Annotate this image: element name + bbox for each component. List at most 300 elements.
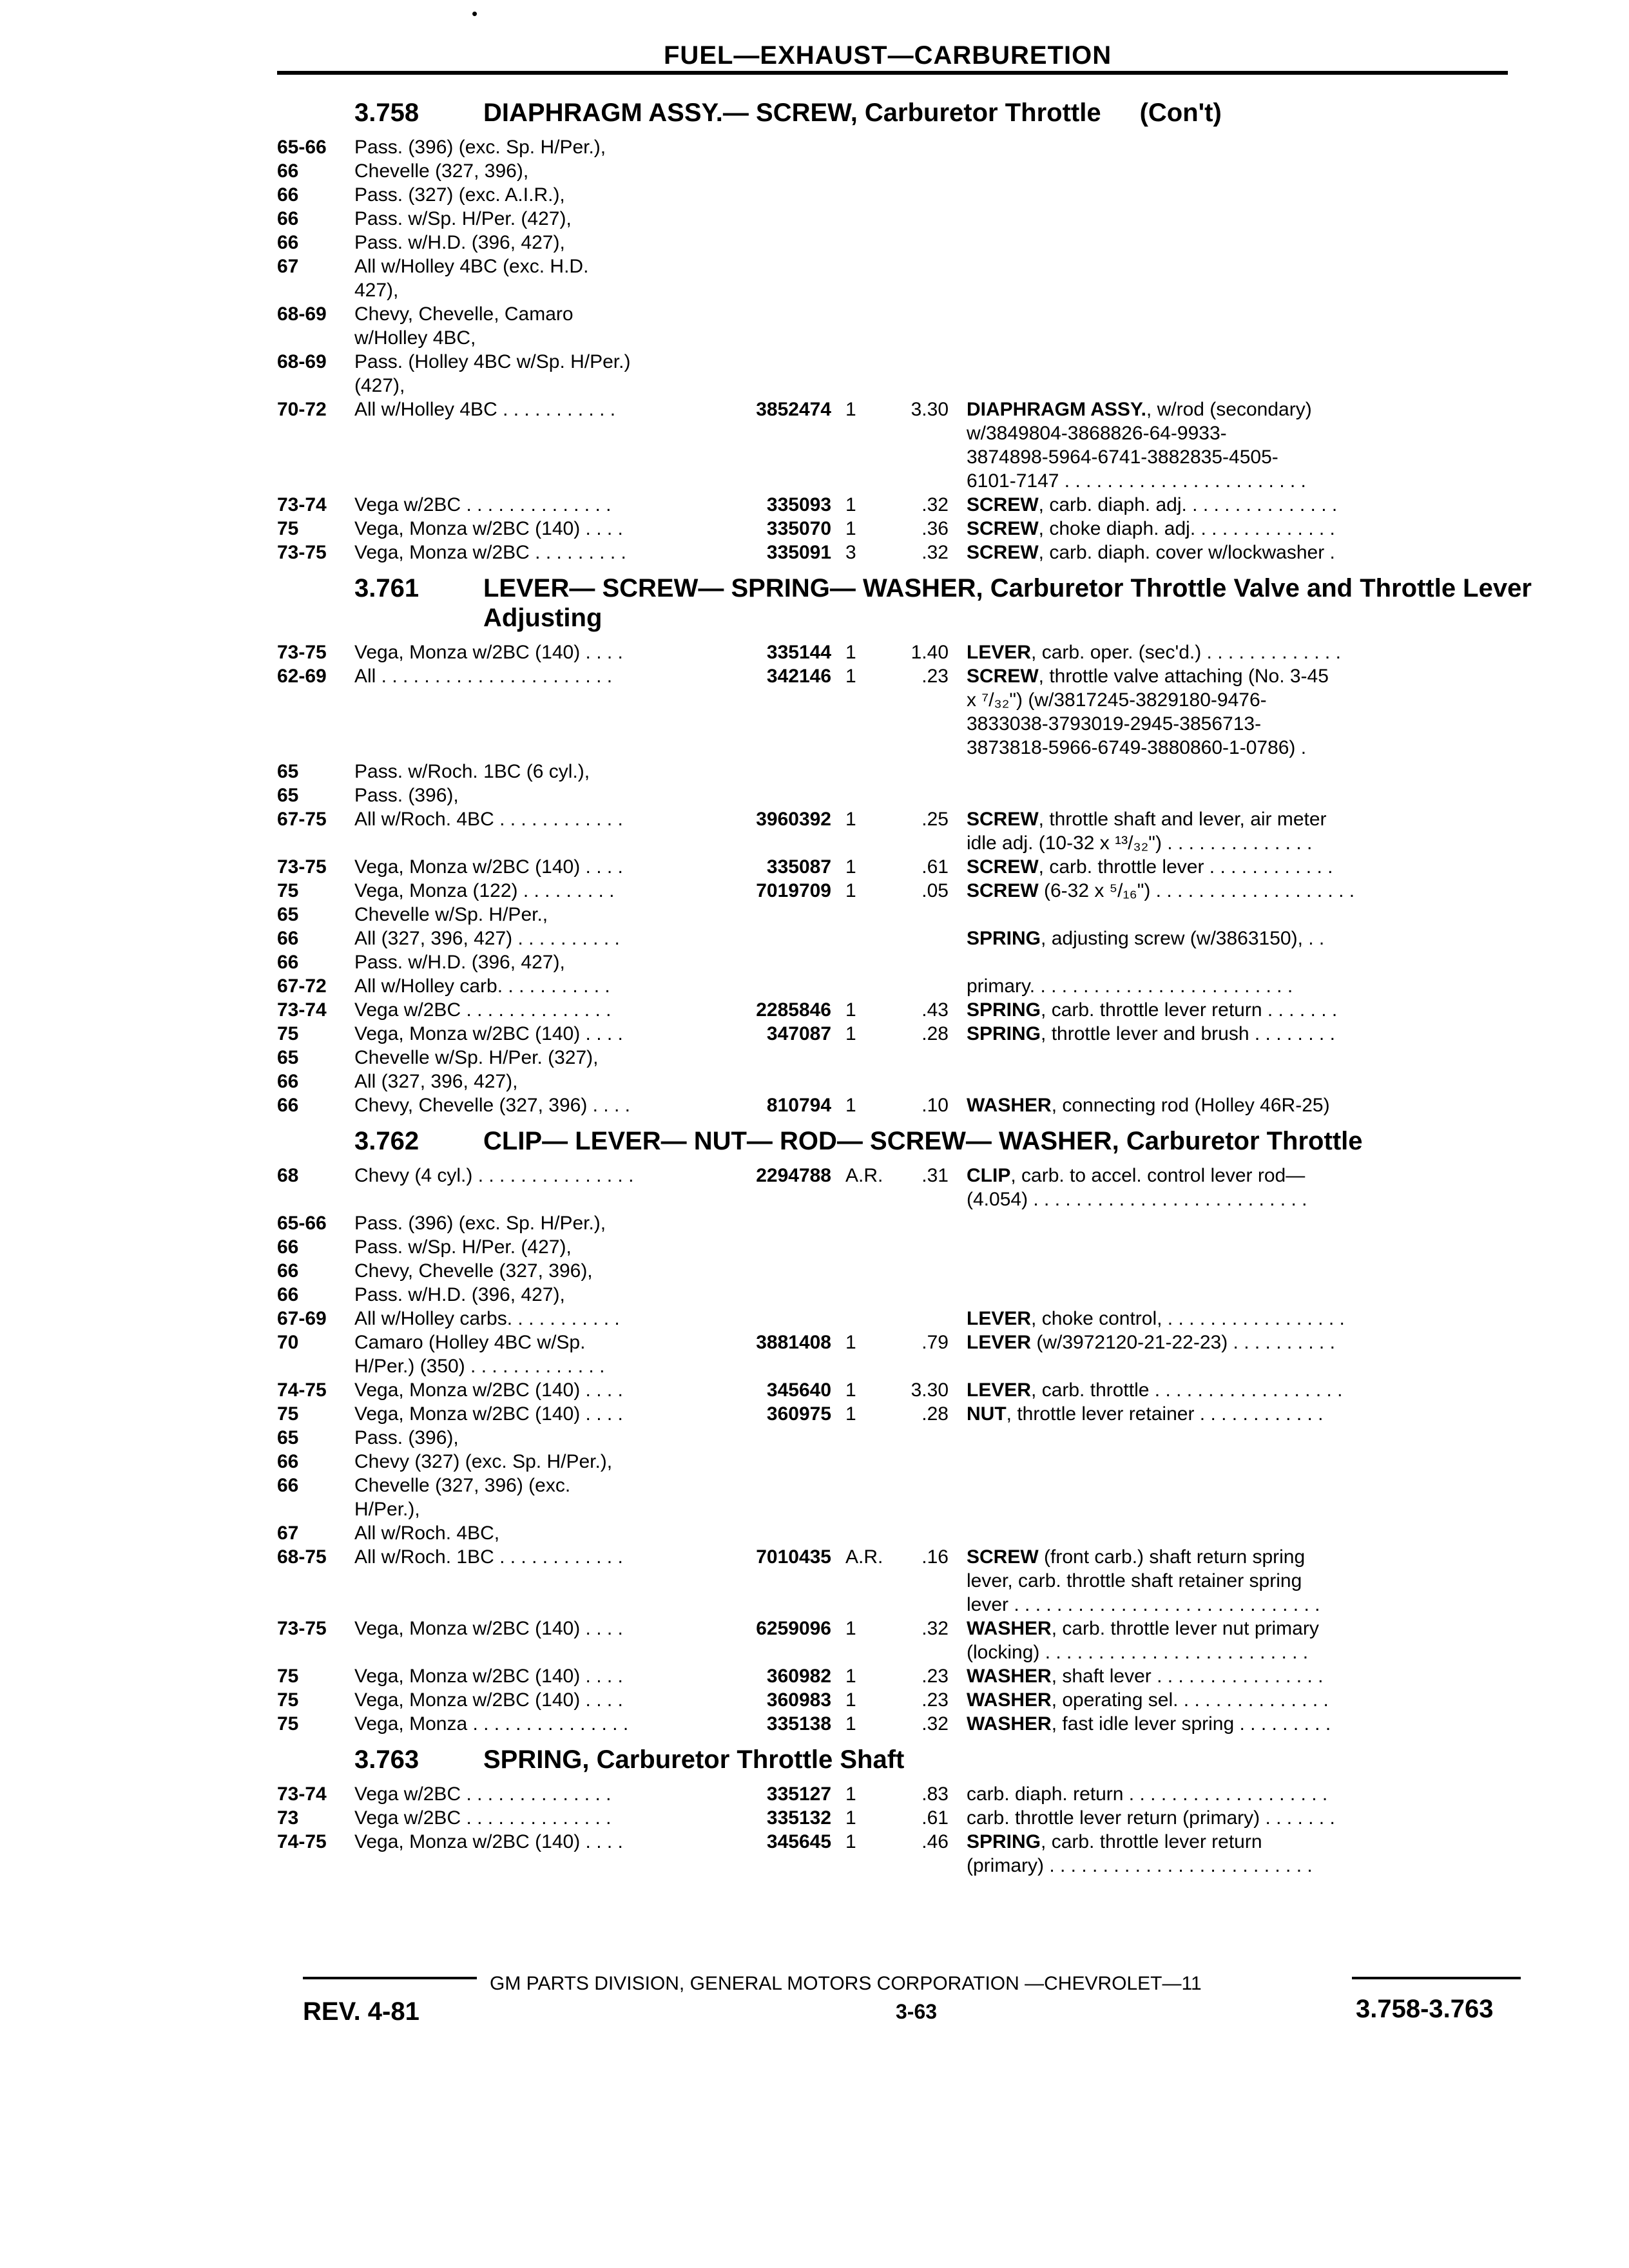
description-cell (967, 1402, 1540, 1426)
quantity-cell: 1 (845, 1023, 856, 1044)
parts-row (277, 1450, 1540, 1474)
catalog-section (277, 573, 1540, 1117)
year-cell: 73-74 (277, 494, 327, 515)
parts-row (277, 302, 1540, 350)
parts-row (277, 760, 1540, 783)
description-cell (967, 998, 1540, 1022)
price-cell: .61 (921, 856, 949, 878)
quantity-cell: 1 (845, 1807, 856, 1829)
catalog-section (277, 1126, 1540, 1736)
section-title-text: DIAPHRAGM ASSY.— SCREW, Carburetor Throttle (483, 99, 1101, 127)
model-cell: All w/Roch. 1BC . . . . . . . . . . . . (354, 1546, 623, 1568)
year-cell: 68-75 (277, 1546, 327, 1568)
quantity-cell: 1 (845, 642, 856, 663)
part-number-cell: 3881408 (756, 1332, 831, 1353)
model-cell: Vega, Monza (122) . . . . . . . . . (354, 880, 615, 901)
year-cell: 66 (277, 160, 299, 182)
description-keyword: LEVER (967, 1379, 1032, 1401)
year-cell: 75 (277, 1023, 299, 1044)
model-cell: Vega, Monza w/2BC (140) . . . . (354, 518, 623, 539)
parts-row (277, 1022, 1540, 1046)
year-cell: 65 (277, 1047, 299, 1068)
description-text: primary. . . . . . . . . . . . . . . . . . . . . . . . . (967, 975, 1293, 997)
description-text: carb. diaph. return . . . . . . . . . . . . . . . . . . . (967, 1783, 1328, 1805)
year-cell: 65-66 (277, 1213, 327, 1234)
section-heading (277, 1745, 1540, 1774)
description-keyword: SCREW (967, 880, 1039, 901)
part-number-cell: 335093 (766, 494, 831, 515)
description-keyword: NUT (967, 1403, 1007, 1425)
parts-row (277, 1093, 1540, 1117)
description-keyword: SCREW (967, 542, 1039, 563)
description-text: , choke diaph. adj. . . . . . . . . . . . . . (1038, 518, 1335, 539)
parts-row (277, 493, 1540, 517)
description-text: , carb. oper. (sec'd.) . . . . . . . . . . . . . (1031, 642, 1341, 663)
model-cell: Chevelle w/Sp. H/Per., (354, 904, 548, 925)
description-text: (front carb.) shaft return spring lever, carb. throttle shaft retainer spring lever . . . . . . . . . . . . . . . . . . . . . . . . . . . . . (967, 1546, 1320, 1615)
section-continued: (Con't) (1139, 99, 1222, 127)
quantity-cell: A.R. (845, 1165, 883, 1186)
description-keyword: WASHER (967, 1095, 1052, 1116)
year-cell: 65 (277, 785, 299, 806)
price-cell: .36 (921, 518, 949, 539)
year-cell: 67-75 (277, 809, 327, 830)
revision-label: REV. 4-81 (303, 1997, 419, 2026)
description-cell (967, 879, 1540, 903)
description-keyword: SCREW (967, 1546, 1039, 1568)
parts-row (277, 183, 1540, 207)
description-cell (967, 1806, 1540, 1830)
section-number: 3.761 (354, 574, 419, 602)
parts-row (277, 255, 1540, 302)
model-cell: Vega w/2BC . . . . . . . . . . . . . . (354, 1807, 612, 1829)
quantity-cell: 1 (845, 1403, 856, 1425)
description-keyword: SPRING (967, 928, 1041, 949)
price-cell: .32 (921, 542, 949, 563)
year-cell: 75 (277, 1689, 299, 1711)
price-cell: .28 (921, 1403, 949, 1425)
model-cell: Vega, Monza w/2BC (140) . . . . (354, 642, 623, 663)
price-cell: .05 (921, 880, 949, 901)
year-cell: 66 (277, 928, 299, 949)
model-cell: Pass. (396), (354, 785, 459, 806)
model-cell: All w/Holley carbs. . . . . . . . . . . (354, 1308, 620, 1329)
price-cell: .83 (921, 1783, 949, 1805)
catalog-section (277, 98, 1540, 564)
year-cell: 66 (277, 1475, 299, 1496)
parts-row (277, 135, 1540, 159)
parts-row (277, 903, 1540, 927)
description-keyword: SCREW (967, 518, 1039, 539)
parts-row (277, 855, 1540, 879)
parts-row (277, 783, 1540, 807)
model-cell: Pass. (396) (exc. Sp. H/Per.), (354, 1213, 606, 1234)
year-cell: 66 (277, 1284, 299, 1305)
description-text: , throttle valve attaching (No. 3-45 x ⁷/₃₂") (w/3817245-3829180-9476- 3833038-3793019-2945-3856713- 3873818-5966-6749-3880860-1-0786) . (967, 666, 1329, 758)
model-cell: Chevy (4 cyl.) . . . . . . . . . . . . . . . (354, 1165, 634, 1186)
footer-publisher: GM PARTS DIVISION, GENERAL MOTORS CORPORATION —CHEVROLET—11 (490, 1973, 1202, 1994)
parts-row (277, 950, 1540, 974)
price-cell: .23 (921, 1689, 949, 1711)
description-keyword: DIAPHRAGM ASSY. (967, 399, 1146, 420)
parts-row (277, 974, 1540, 998)
parts-row (277, 807, 1540, 855)
part-number-cell: 7019709 (756, 880, 831, 901)
parts-row (277, 640, 1540, 664)
model-cell: Pass. w/H.D. (396, 427), (354, 232, 565, 253)
year-cell: 73-74 (277, 1783, 327, 1805)
year-cell: 73-75 (277, 1618, 327, 1639)
price-cell: .32 (921, 1713, 949, 1735)
description-text: , carb. diaph. cover w/lockwasher . (1038, 542, 1335, 563)
model-cell: Vega, Monza w/2BC (140) . . . . (354, 1831, 623, 1852)
section-title (483, 1126, 1540, 1156)
model-cell: All w/Roch. 4BC, (354, 1523, 500, 1544)
page-title: FUEL—EXHAUST—CARBURETION (664, 41, 1112, 70)
parts-row (277, 1378, 1540, 1402)
year-cell: 65 (277, 761, 299, 782)
description-cell (967, 517, 1540, 541)
price-cell: .16 (921, 1546, 949, 1568)
description-cell (967, 1782, 1540, 1806)
model-cell: Pass. w/H.D. (396, 427), (354, 1284, 565, 1305)
section-heading (277, 1126, 1540, 1156)
part-number-cell: 335144 (766, 642, 831, 663)
parts-row (277, 1688, 1540, 1712)
description-cell (967, 1830, 1540, 1878)
parts-row (277, 1521, 1540, 1545)
price-cell: .43 (921, 999, 949, 1021)
description-text: , carb. diaph. adj. . . . . . . . . . . . . . . (1038, 494, 1338, 515)
description-cell (967, 807, 1540, 855)
model-cell: All w/Holley carb. . . . . . . . . . . (354, 975, 610, 997)
description-cell (967, 640, 1540, 664)
year-cell: 67-72 (277, 975, 327, 997)
quantity-cell: 1 (845, 999, 856, 1021)
parts-row (277, 1712, 1540, 1736)
description-cell (967, 1545, 1540, 1617)
quantity-cell: 1 (845, 1783, 856, 1805)
description-text: , connecting rod (Holley 46R-25) (1051, 1095, 1330, 1116)
section-number: 3.763 (354, 1745, 419, 1774)
quantity-cell: 3 (845, 542, 856, 563)
description-keyword: SCREW (967, 856, 1039, 878)
description-text: , carb. throttle . . . . . . . . . . . . . . . . . . (1031, 1379, 1343, 1401)
price-cell: .28 (921, 1023, 949, 1044)
section-heading (277, 98, 1540, 128)
description-keyword: SCREW (967, 809, 1039, 830)
part-number-cell: 335087 (766, 856, 831, 878)
price-cell: .25 (921, 809, 949, 830)
model-cell: Pass. (396) (exc. Sp. H/Per.), (354, 137, 606, 158)
section-title (483, 573, 1540, 633)
price-cell: .61 (921, 1807, 949, 1829)
description-keyword: SPRING (967, 999, 1041, 1021)
model-cell: Chevelle (327, 396) (exc. H/Per.), (354, 1475, 571, 1520)
page-mark: • (472, 4, 478, 23)
price-cell: .79 (921, 1332, 949, 1353)
year-cell: 73 (277, 1807, 299, 1829)
section-title (483, 98, 1540, 128)
price-cell: .46 (921, 1831, 949, 1852)
part-number-cell: 345640 (766, 1379, 831, 1401)
part-number-cell: 347087 (766, 1023, 831, 1044)
part-number-cell: 810794 (766, 1095, 831, 1116)
parts-row (277, 1474, 1540, 1521)
model-cell: All w/Holley 4BC . . . . . . . . . . . (354, 399, 616, 420)
model-cell: Chevelle w/Sp. H/Per. (327), (354, 1047, 599, 1068)
description-keyword: WASHER (967, 1689, 1052, 1711)
description-cell (967, 855, 1540, 879)
part-number-cell: 7010435 (756, 1546, 831, 1568)
year-cell: 70 (277, 1332, 299, 1353)
section-title (483, 1745, 1540, 1774)
footer-rule-left (303, 1977, 477, 1979)
part-number-cell: 342146 (766, 666, 831, 687)
quantity-cell: 1 (845, 1618, 856, 1639)
year-cell: 66 (277, 208, 299, 229)
quantity-cell: 1 (845, 399, 856, 420)
model-cell: Vega w/2BC . . . . . . . . . . . . . . (354, 999, 612, 1021)
quantity-cell: 1 (845, 1332, 856, 1353)
part-number-cell: 335138 (766, 1713, 831, 1735)
year-cell: 66 (277, 184, 299, 206)
model-cell: Vega w/2BC . . . . . . . . . . . . . . (354, 1783, 612, 1805)
year-cell: 66 (277, 1071, 299, 1092)
parts-row (277, 1307, 1540, 1331)
section-title-text: CLIP— LEVER— NUT— ROD— SCREW— WASHER, Carburetor Throttle (483, 1127, 1363, 1155)
part-number-cell: 2285846 (756, 999, 831, 1021)
description-cell (967, 1664, 1540, 1688)
description-text: , throttle lever retainer . . . . . . . . . . . . (1006, 1403, 1324, 1425)
parts-row (277, 664, 1540, 760)
description-cell (967, 1331, 1540, 1354)
description-keyword: SPRING (967, 1023, 1041, 1044)
model-cell: Pass. (Holley 4BC w/Sp. H/Per.) (427), (354, 351, 631, 396)
model-cell: Vega, Monza w/2BC . . . . . . . . . (354, 542, 626, 563)
section-number: 3.758 (354, 99, 419, 127)
model-cell: All (327, 396, 427), (354, 1071, 518, 1092)
model-cell: Vega w/2BC . . . . . . . . . . . . . . (354, 494, 612, 515)
year-cell: 75 (277, 1713, 299, 1735)
quantity-cell: 1 (845, 666, 856, 687)
part-number-cell: 6259096 (756, 1618, 831, 1639)
parts-row (277, 1664, 1540, 1688)
year-cell: 65 (277, 1427, 299, 1448)
description-text: , fast idle lever spring . . . . . . . . . (1051, 1713, 1331, 1735)
section-heading (277, 573, 1540, 633)
quantity-cell: 1 (845, 1379, 856, 1401)
price-cell: .32 (921, 1618, 949, 1639)
part-number-cell: 335127 (766, 1783, 831, 1805)
model-cell: Vega, Monza w/2BC (140) . . . . (354, 1689, 623, 1711)
description-text: (6-32 x ⁵/₁₆") . . . . . . . . . . . . . . . . . . . (1038, 880, 1355, 901)
model-cell: Chevy, Chevelle, Camaro w/Holley 4BC, (354, 303, 574, 349)
year-cell: 66 (277, 952, 299, 973)
year-cell: 67 (277, 1523, 299, 1544)
model-cell: Vega, Monza w/2BC (140) . . . . (354, 1379, 623, 1401)
description-keyword: LEVER (967, 1332, 1032, 1353)
model-cell: Camaro (Holley 4BC w/Sp. H/Per.) (350) . . . . . . . . . . . . . (354, 1332, 605, 1377)
parts-row (277, 517, 1540, 541)
parts-row (277, 207, 1540, 231)
parts-row (277, 398, 1540, 493)
model-cell: Pass. w/Sp. H/Per. (427), (354, 1236, 572, 1258)
description-text: , w/rod (secondary) w/3849804-3868826-64-9933- 3874898-5964-6741-3882835-4505- 6101-7147 . . . . . . . . . . . . . . . . . . . . . . . (967, 399, 1312, 492)
part-number-cell: 2294788 (756, 1165, 831, 1186)
part-number-cell: 345645 (766, 1831, 831, 1852)
catalog-section (277, 1745, 1540, 1878)
description-cell (967, 398, 1540, 493)
description-cell (967, 1617, 1540, 1664)
model-cell: Pass. w/Roch. 1BC (6 cyl.), (354, 761, 590, 782)
part-number-cell: 360983 (766, 1689, 831, 1711)
year-cell: 66 (277, 1451, 299, 1472)
description-keyword: LEVER (967, 1308, 1032, 1329)
year-cell: 75 (277, 1403, 299, 1425)
parts-row (277, 1331, 1540, 1378)
parts-row (277, 1426, 1540, 1450)
description-keyword: WASHER (967, 1618, 1052, 1639)
quantity-cell: 1 (845, 1095, 856, 1116)
description-keyword: SPRING (967, 1831, 1041, 1852)
model-cell: Vega, Monza w/2BC (140) . . . . (354, 1403, 623, 1425)
parts-row (277, 1046, 1540, 1070)
parts-row (277, 1782, 1540, 1806)
parts-row (277, 1259, 1540, 1283)
page-header (277, 37, 1508, 75)
parts-row (277, 1283, 1540, 1307)
year-cell: 68 (277, 1165, 299, 1186)
part-number-cell: 360975 (766, 1403, 831, 1425)
model-cell: Chevy (327) (exc. Sp. H/Per.), (354, 1451, 613, 1472)
price-cell: .23 (921, 666, 949, 687)
part-number-cell: 335091 (766, 542, 831, 563)
year-cell: 67 (277, 256, 299, 277)
parts-row (277, 1806, 1540, 1830)
section-title-text: LEVER— SCREW— SPRING— WASHER, Carburetor Throttle Valve and Throttle Lever Adjusting (483, 574, 1532, 632)
model-cell: Pass. (396), (354, 1427, 459, 1448)
parts-row (277, 159, 1540, 183)
model-cell: All w/Holley 4BC (exc. H.D. 427), (354, 256, 589, 301)
year-cell: 65 (277, 904, 299, 925)
quantity-cell: 1 (845, 1831, 856, 1852)
parts-row (277, 1402, 1540, 1426)
description-keyword: LEVER (967, 642, 1032, 663)
model-cell: Vega, Monza w/2BC (140) . . . . (354, 1023, 623, 1044)
year-cell: 66 (277, 1095, 299, 1116)
year-cell: 65-66 (277, 137, 327, 158)
description-keyword: CLIP (967, 1165, 1011, 1186)
parts-row (277, 1545, 1540, 1617)
model-cell: Pass. w/H.D. (396, 427), (354, 952, 565, 973)
page-number: 3-63 (896, 2000, 938, 2023)
price-cell: .23 (921, 1666, 949, 1687)
description-cell (967, 1307, 1540, 1331)
parts-row (277, 998, 1540, 1022)
quantity-cell: 1 (845, 1666, 856, 1687)
description-keyword: WASHER (967, 1666, 1052, 1687)
description-cell (967, 1093, 1540, 1117)
year-cell: 75 (277, 880, 299, 901)
year-cell: 75 (277, 518, 299, 539)
description-text: (w/3972120-21-22-23) . . . . . . . . . . (1031, 1332, 1335, 1353)
year-cell: 74-75 (277, 1831, 327, 1852)
parts-row (277, 541, 1540, 564)
quantity-cell: 1 (845, 809, 856, 830)
model-cell: Chevy, Chevelle (327, 396), (354, 1260, 593, 1282)
description-text: , carb. throttle lever return . . . . . . . (1041, 999, 1338, 1021)
price-cell: 3.30 (911, 399, 949, 420)
year-cell: 68-69 (277, 351, 327, 372)
part-number-cell: 335132 (766, 1807, 831, 1829)
parts-row (277, 1617, 1540, 1664)
price-cell: .10 (921, 1095, 949, 1116)
description-text: carb. throttle lever return (primary) . . . . . . . (967, 1807, 1335, 1829)
part-number-cell: 360982 (766, 1666, 831, 1687)
model-cell: Vega, Monza w/2BC (140) . . . . (354, 856, 623, 878)
parts-row (277, 1235, 1540, 1259)
price-cell: 1.40 (911, 642, 949, 663)
year-cell: 66 (277, 1236, 299, 1258)
description-text: , carb. throttle lever . . . . . . . . . . . . (1038, 856, 1333, 878)
year-cell: 73-75 (277, 642, 327, 663)
description-cell (967, 1688, 1540, 1712)
parts-row (277, 350, 1540, 398)
year-cell: 70-72 (277, 399, 327, 420)
price-cell: .32 (921, 494, 949, 515)
description-text: , shaft lever . . . . . . . . . . . . . . . . (1051, 1666, 1324, 1687)
section-title-text: SPRING, Carburetor Throttle Shaft (483, 1745, 905, 1774)
section-number: 3.762 (354, 1127, 419, 1155)
year-cell: 73-75 (277, 542, 327, 563)
description-cell (967, 1378, 1540, 1402)
model-cell: All . . . . . . . . . . . . . . . . . . . . . . (354, 666, 613, 687)
quantity-cell: 1 (845, 518, 856, 539)
description-keyword: SCREW (967, 494, 1039, 515)
model-cell: All w/Roch. 4BC . . . . . . . . . . . . (354, 809, 623, 830)
part-number-cell: 3960392 (756, 809, 831, 830)
parts-listing (277, 89, 1540, 1878)
parts-row (277, 879, 1540, 903)
footer-rule-right (1352, 1977, 1521, 1979)
description-cell (967, 541, 1540, 564)
part-number-cell: 3852474 (756, 399, 831, 420)
model-cell: Vega, Monza . . . . . . . . . . . . . . . (354, 1713, 629, 1735)
description-cell (967, 1164, 1540, 1211)
quantity-cell: 1 (845, 494, 856, 515)
description-text: , choke control, . . . . . . . . . . . . . . . . . (1031, 1308, 1345, 1329)
year-cell: 66 (277, 1260, 299, 1282)
year-cell: 67-69 (277, 1308, 327, 1329)
quantity-cell: 1 (845, 856, 856, 878)
description-text: , carb. throttle lever return (primary) . . . . . . . . . . . . . . . . . . . . . . . . . (967, 1831, 1313, 1876)
parts-row (277, 1830, 1540, 1878)
description-text: , adjusting screw (w/3863150), . . (1041, 928, 1325, 949)
model-cell: Vega, Monza w/2BC (140) . . . . (354, 1618, 623, 1639)
description-cell (967, 927, 1540, 950)
description-keyword: SCREW (967, 666, 1039, 687)
model-cell: Chevy, Chevelle (327, 396) . . . . (354, 1095, 630, 1116)
description-text: , carb. to accel. control lever rod— (4.054) . . . . . . . . . . . . . . . . . . . . . . . . . . (967, 1165, 1307, 1210)
description-cell (967, 664, 1540, 760)
year-cell: 62-69 (277, 666, 327, 687)
description-keyword: WASHER (967, 1713, 1052, 1735)
model-cell: Vega, Monza w/2BC (140) . . . . (354, 1666, 623, 1687)
quantity-cell: 1 (845, 880, 856, 901)
section-range: 3.758-3.763 (1356, 1995, 1494, 2023)
year-cell: 68-69 (277, 303, 327, 325)
